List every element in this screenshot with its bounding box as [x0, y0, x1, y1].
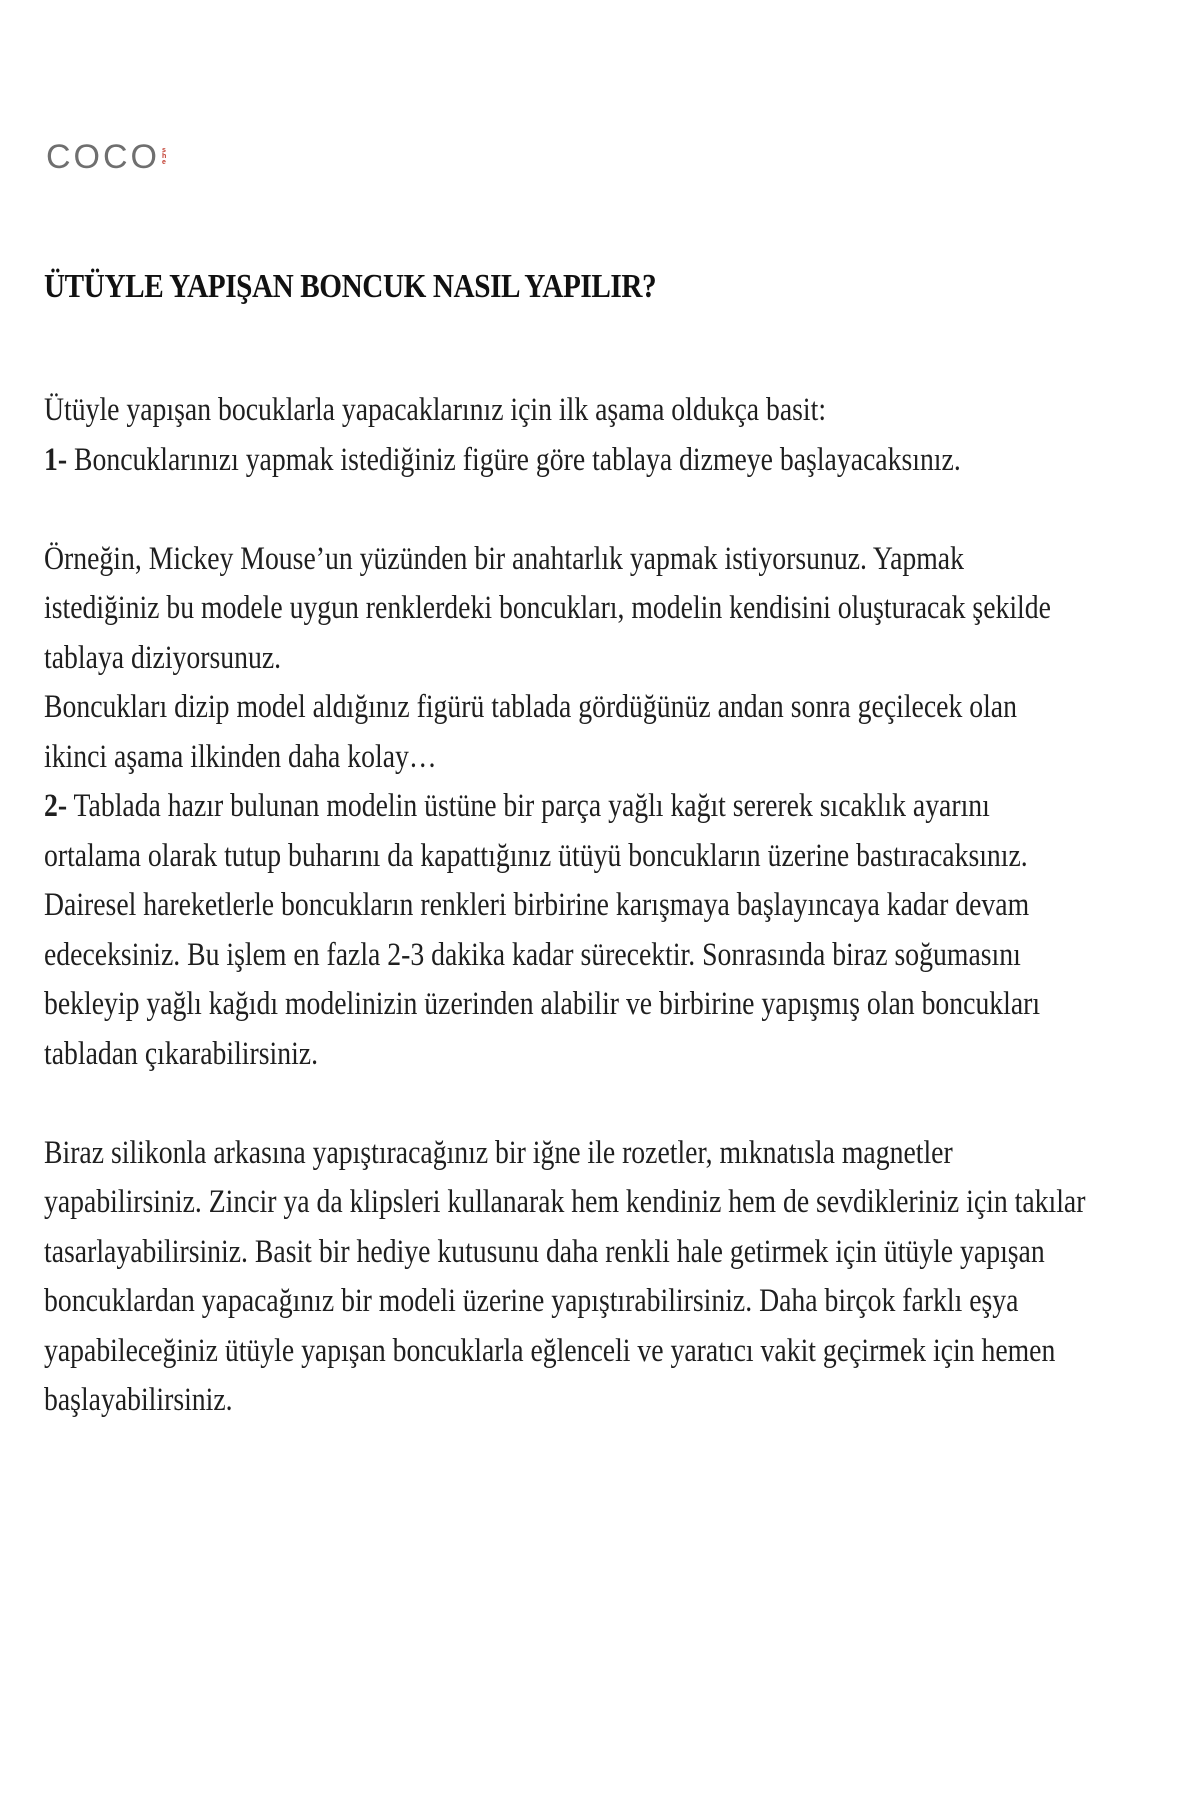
logo-text: COCO: [46, 138, 160, 176]
example-paragraph: Örneğin, Mickey Mouse’un yüzünden bir anahtarlık yapmak istiyorsunuz. Yapmak istediğiniz bu modele uygun renklerdeki boncukları, modelin kendisini oluşturacak şekilde tablaya diziyorsunuz.: [44, 540, 1051, 676]
step-1-paragraph: [44, 436, 1086, 486]
logo-mark: s h e: [162, 147, 167, 166]
paragraph-gap: [44, 485, 1086, 535]
step-1-text: Boncuklarınızı yapmak istediğiniz figüre göre tablaya dizmeye başlayacaksınız.: [67, 441, 961, 478]
step-2-number: 2-: [44, 788, 68, 824]
brand-logo: [46, 140, 170, 174]
transition-paragraph: Boncukları dizip model aldığınız figürü tablada gördüğünüz andan sonra geçilecek olan ikinci aşama ilkinden daha kolay…: [44, 689, 1017, 775]
step-2-text: Tablada hazır bulunan modelin üstüne bir parça yağlı kağıt sererek sıcaklık ayarını ortalama olarak tutup buharını da kapattığınız ütüyü boncukların üzerine bastıracaksınız. Dairesel hareketlerle boncukların renkleri birbirine karışmaya başlayıncaya kadar devam edeceksiniz. Bu işlem en fazla 2-3 dakika kadar sürecektir. Sonrasında biraz soğumasını bekleyip yağlı kağıdı modelinizin üzerinden alabilir ve birbirine yapışmış olan boncukları tabladan çıkarabilirsiniz.: [44, 788, 1041, 1072]
step-1-number: 1-: [44, 441, 68, 478]
step-2-paragraph: [44, 782, 1086, 1079]
intro-paragraph: Ütüyle yapışan bocuklarla yapacaklarınız için ilk aşama oldukça basit:: [44, 392, 827, 428]
article-body: [44, 386, 1086, 1426]
paragraph-gap: [44, 1079, 1086, 1129]
article-title: ÜTÜYLE YAPIŞAN BONCUK NASIL YAPILIR?: [44, 268, 657, 305]
closing-paragraph: Biraz silikonla arkasına yapıştıracağınız bir iğne ile rozetler, mıknatısla magnetler yapabilirsiniz. Zincir ya da klipsleri kullanarak hem kendiniz hem de sevdikleriniz için takılar tasarlayabilirsiniz. Basit bir hediye kutusunu daha renkli hale getirmek için ütüyle yapışan boncuklardan yapacağınız bir modeli üzerine yapıştırabilirsiniz. Daha birçok farklı eşya yapabileceğiniz ütüyle yapışan boncuklarla eğlenceli ve yaratıcı vakit geçirmek için hemen başlayabilirsiniz.: [44, 1134, 1086, 1418]
